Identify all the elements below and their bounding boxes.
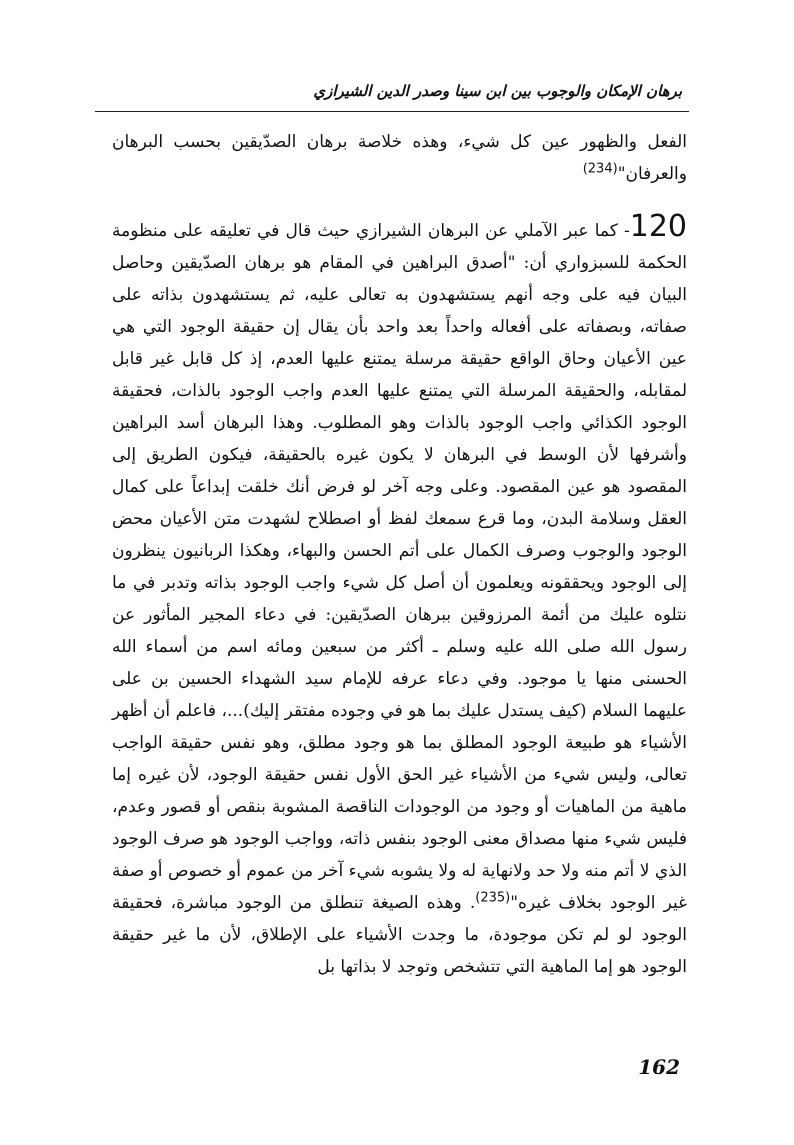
header-rule	[95, 111, 689, 112]
paragraph-text	[112, 126, 687, 190]
section-paragraph-120	[112, 209, 687, 983]
footnote-ref-234: (234)	[582, 161, 618, 177]
footnote-ref-235: (235)	[475, 890, 511, 906]
page-number: 162	[638, 1055, 680, 1079]
main-text-part2: . وهذه الصيغة تنطلق من الوجود مباشرة، فحقيقة الوجود لو لم تكن موجودة، ما وجدت الأشياء على الإطلاق، لأن ما غير حقيقة الوجود هو إما الماهية التي تتشخص وتوجد لا بذاتها بل	[112, 893, 687, 977]
running-header: برهان الإمكان والوجوب بين ابن سينا وصدر الدين الشيرازي	[313, 82, 682, 100]
intro-text: الفعل والظهور عين كل شيء، وهذه خلاصة برهان الصدّيقين بحسب البرهان والعرفان"	[112, 132, 687, 184]
paragraph-text	[112, 209, 687, 983]
main-text-part1: - كما عبر الآملي عن البرهان الشيرازي حيث قال في تعليقه على منظومة الحكمة للسبزواري أن: "أصدق البراهين في المقام هو برهان الصدّيقين وحاصل البيان فيه على وجه أنهم يستشهدون به تعالى عليه، ثم يستشهدون بذاته على صفاته، وبصفاته على أفعاله واحداً بعد واحد بأن يقال إن حقيقة الوجود التي هي عين الأعيان وحاق الواقع حقيقة مرسلة يمتنع عليها العدم، إذ كل قابل غير قابل لمقابله، والحقيقة المرسلة التي يمتنع عليها العدم واجب الوجود بالذات، فحقيقة الوجود الكذائي واجب الوجود بالذات وهو المطلوب. وهذا البرهان أسد البراهين وأشرفها لأن الوسط في البرهان لا يكون غيره بالحقيقة، فيكون الطريق إلى المقصود هو عين المقصود. وعلى وجه آخر لو فرض أنك خلقت إبداعاً على كمال العقل وسلامة البدن، وما قرع سمعك لفظ أو اصطلاح لشهدت متن الأعيان محض الوجود والوجوب وصرف الكمال على أتم الحسن والبهاء، وهكذا الربانيون ينظرون إلى الوجود ويحققونه ويعلمون أن أصل كل شيء واجب الوجود بذاته وتدبر في ما نتلوه عليك من أئمة المرزوقين ببرهان الصدّيقين: في دعاء المجير المأثور عن رسول الله صلى الله عليه وسلم ـ أكثر من سبعين ومائه اسم من أسماء الله الحسنى منها يا موجود. وفي دعاء عرفه للإمام سيد الشهداء الحسين بن على عليهما السلام (كيف يستدل عليك بما هو في وجوده مفتقر إليك)...، فاعلم أن أظهر الأشياء هو طبيعة الوجود المطلق بما هو وجود مطلق، وهو نفس حقيقة الواجب تعالى، وليس شيء من الأشياء غير الحق الأول نفس حقيقة الوجود، لأن غيره إما ماهية من الماهيات أو وجود من الوجودات الناقصة المشوبة بنقص أو قصور وعدم، فليس شيء منها مصداق معنى الوجود بنفس ذاته، وواجب الوجود هو صرف الوجود الذي لا أتم منه ولا حد ولانهاية له ولا يشوبه شيء آخر من عموم أو خصوص أو صفة غير الوجود بخلاف غيره"	[112, 221, 687, 913]
section-number: 120	[629, 209, 687, 244]
continuation-paragraph	[112, 126, 687, 190]
